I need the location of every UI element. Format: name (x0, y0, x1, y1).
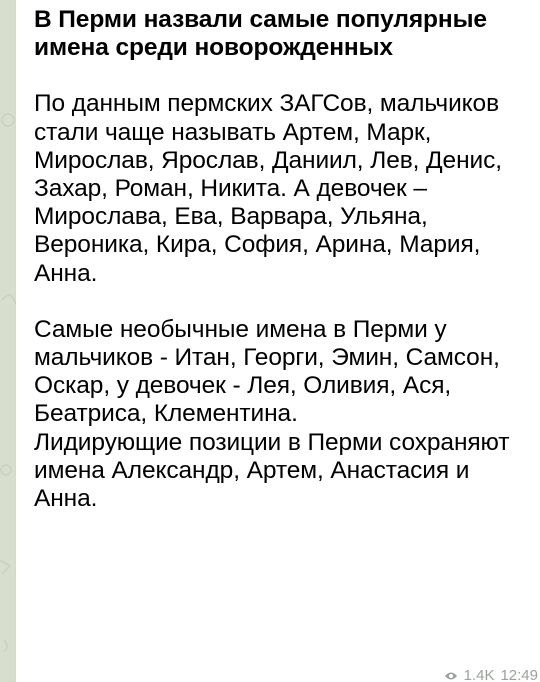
message-text (34, 6, 524, 513)
message-time: 12:49 (500, 667, 538, 682)
post-paragraph-2: Самые необычные имена в Перми у мальчиков - Итан, Георги, Эмин, Самсон, Оскар, у девочек - Лея, Оливия, Ася, Беатриса, Клементина. (34, 315, 500, 428)
post-title: В Перми назвали самые популярные имена среди новорожденных (34, 6, 487, 62)
post-paragraph-1: По данным пермских ЗАГСов, мальчиков стали чаще называть Артем, Марк, Мирослав, Ярослав, Даниил, Лев, Денис, Захар, Роман, Никита. А девочек – Мирослава, Ева, Варвара, Ульяна, Вероника, Кира, София, Арина, Мария, Анна. (34, 90, 502, 287)
views-count: 1.4K (463, 667, 495, 682)
message-meta (444, 667, 538, 682)
post-paragraph-3: Лидирующие позиции в Перми сохраняют имена Александр, Артем, Анастасия и Анна. (34, 428, 510, 513)
eye-icon (444, 671, 458, 681)
paragraph-gap (34, 62, 524, 90)
paragraph-gap (34, 288, 524, 316)
